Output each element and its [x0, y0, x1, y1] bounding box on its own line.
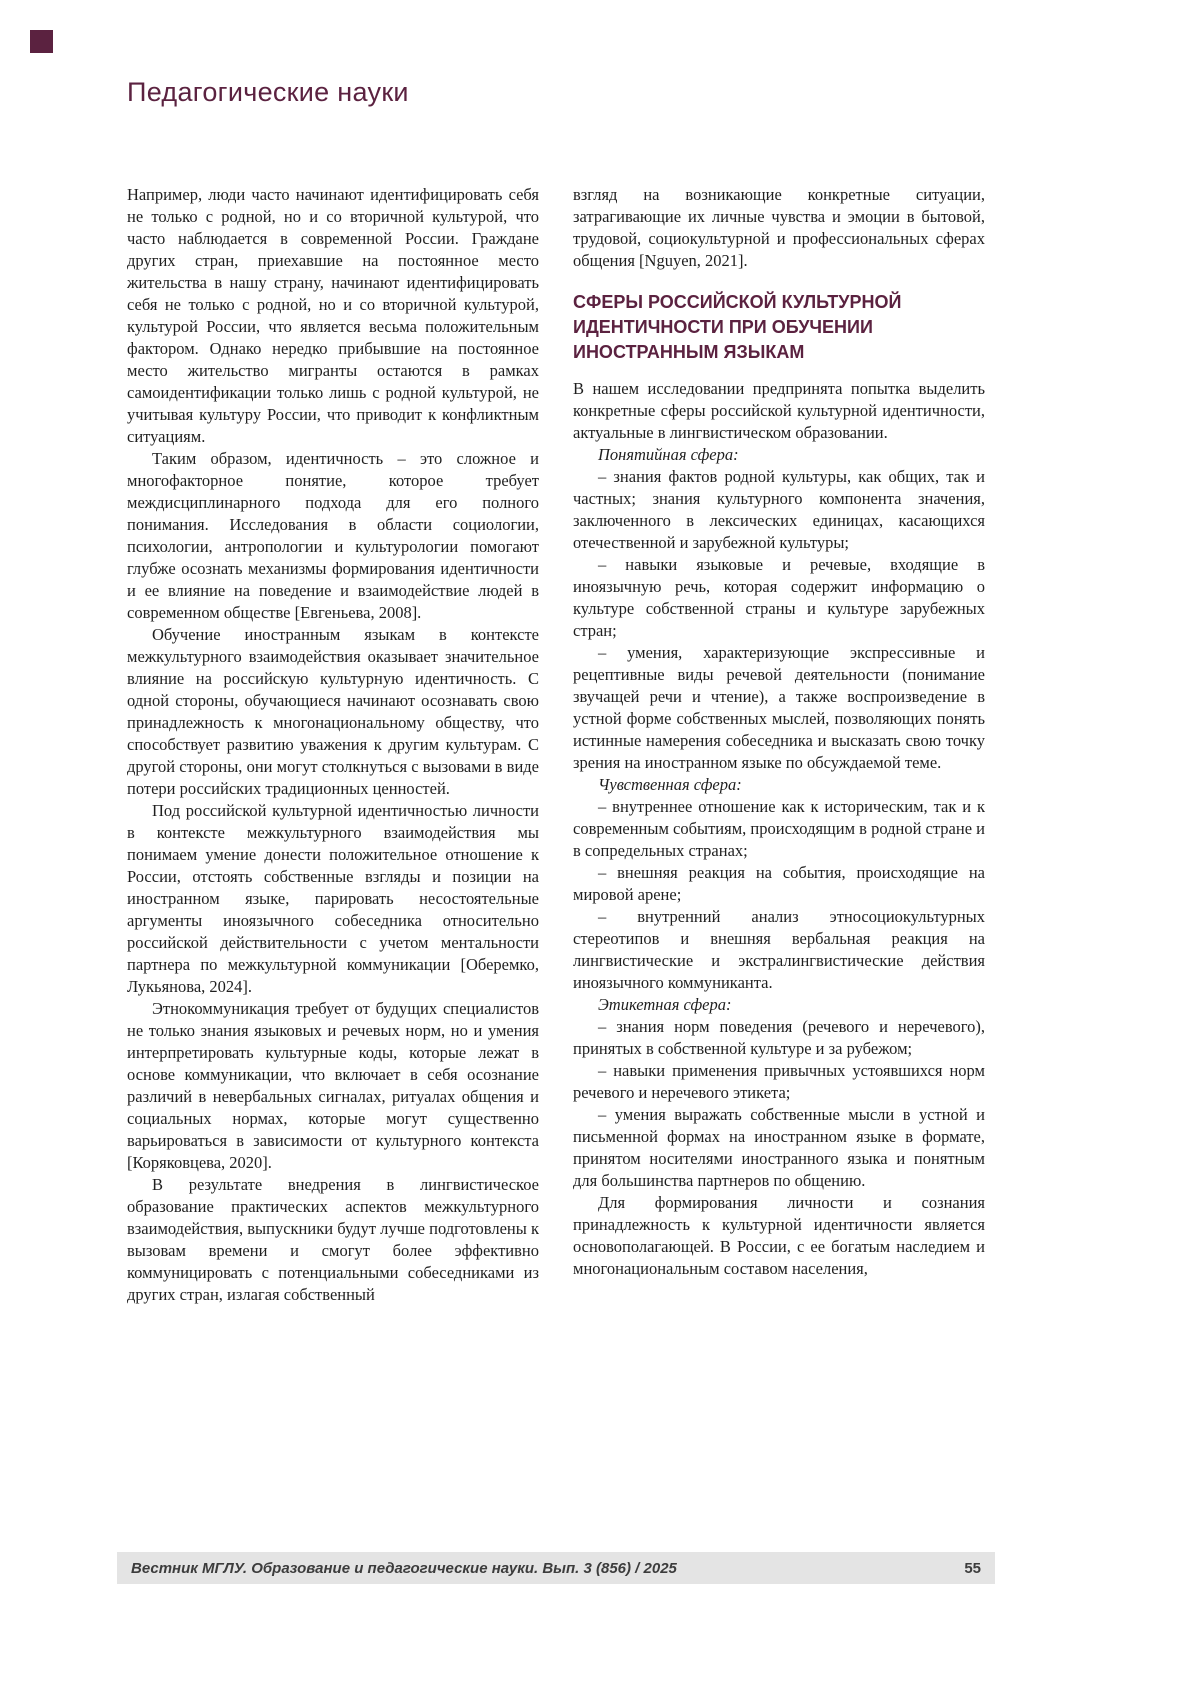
list-item: – умения выражать собственные мысли в устной и письменной формах на иностранном языке в формате, принятом носителями иностранного языка и понятным для большинства партнеров по общению. — [573, 1105, 985, 1191]
paragraph: В нашем исследовании предпринята попытка выделить конкретные сферы российской культурной идентичности, актуальные в лингвистическом образовании. — [573, 379, 985, 443]
paragraph: Под российской культурной идентичностью личности в контексте межкультурного взаимодействия мы понимаем умение донести положительное отношение к России, отстоять собственные взгляды и позиции на иностранном языке, парировать несостоятельные аргументы иноязычного собеседника относительно российской действительности с учетом ментальности партнера по межкультурной коммуникации [Оберемко, Лукьянова, 2024]. — [127, 801, 539, 996]
list-item: – внутреннее отношение как к историческим, так и к современным событиям, происходящим в родной стране и в сопредельных странах; — [573, 797, 985, 861]
paragraph: Таким образом, идентичность – это сложное и многофакторное понятие, которое требует междисциплинарного подхода для его полного понимания. Исследования в области социологии, психологии, антропологии и культурологии помогают глубже осознать механизмы формирования идентичности и ее влияние на поведение и взаимодействие людей в современном обществе [Евгеньева, 2008]. — [127, 449, 539, 622]
right-column — [573, 184, 985, 1306]
corner-marker — [30, 30, 53, 53]
continuation-paragraph: взгляд на возникающие конкретные ситуации, затрагивающие их личные чувства и эмоции в бытовой, трудовой, социокультурной и профессиональных сферах общения [Nguyen, 2021]. — [573, 185, 985, 270]
section-label: Педагогические науки — [127, 77, 409, 107]
article-body — [127, 184, 985, 1306]
footer — [117, 1552, 995, 1584]
paragraph: В результате внедрения в лингвистическое образование практических аспектов межкультурного взаимодействия, выпускники будут лучше подготовлены к вызовам времени и смогут более эффективно коммуницировать с потенциальными собеседниками из других стран, излагая собственный — [127, 1175, 539, 1304]
list-item: – навыки применения привычных устоявшихся норм речевого и неречевого этикета; — [573, 1061, 985, 1103]
list-item: – знания фактов родной культуры, как общих, так и частных; знания культурного компонента значения, заключенного в лексических единицах, касающихся отечественной и зарубежной культуры; — [573, 467, 985, 553]
list-item: – внутренний анализ этносоциокультурных стереотипов и внешняя вербальная реакция на лингвистические и экстралингвистические действия иноязычного коммуниканта. — [573, 907, 985, 993]
sphere-label: Понятийная сфера: — [598, 445, 739, 465]
list-item: – умения, характеризующие экспрессивные и рецептивные виды речевой деятельности (понимание звучащей речи и чтение), а также воспроизведение в устной форме собственных мыслей, позволяющих понять истинные намерения собеседника и высказать свою точку зрения на иностранном языке по обсуждаемой теме. — [573, 643, 985, 773]
paragraph: Обучение иностранным языкам в контексте межкультурного взаимодействия оказывает значительное влияние на российскую культурную идентичность. С одной стороны, обучающиеся начинают осознавать свою принадлежность к многонациональному обществу, что способствует развитию уважения к другим культурам. С другой стороны, они могут столкнуться с вызовами в виде потери российских традиционных ценностей. — [127, 625, 539, 798]
footer-journal-line: Вестник МГЛУ. Образование и педагогические науки. Вып. 3 (856) / 2025 — [131, 1559, 677, 1577]
list-item: – знания норм поведения (речевого и неречевого), принятых в собственной культуре и за рубежом; — [573, 1017, 985, 1059]
list-item: – навыки языковые и речевые, входящие в иноязычную речь, которая содержит информацию о культуре собственной страны и культуре зарубежных стран; — [573, 555, 985, 641]
footer-page-number: 55 — [964, 1559, 981, 1577]
list-item: – внешняя реакция на события, происходящие на мировой арене; — [573, 863, 985, 905]
sphere-label: Этикетная сфера: — [598, 995, 732, 1015]
paragraph: Например, люди часто начинают идентифицировать себя не только с родной, но и со вторичной культурой, что часто наблюдается в современной России. Граждане других стран, приехавшие на постоянное место жительства в нашу страну, начинают идентифицировать себя не только с родной, но и со вторичной культурой, культурой России, что является весьма положительным фактором. Однако нередко прибывшие на постоянное место жительство мигранты остаются в рамках самоидентификации только лишь с родной культурой, не учитывая культуру России, что приводит к конфликтным ситуациям. — [127, 185, 539, 446]
section-heading: СФЕРЫ РОССИЙСКОЙ КУЛЬТУРНОЙ ИДЕНТИЧНОСТИ ПРИ ОБУЧЕНИИ ИНОСТРАННЫМ ЯЗЫКАМ — [573, 292, 902, 362]
closing-paragraph: Для формирования личности и сознания принадлежность к культурной идентичности является основополагающей. В России, с ее богатым наследием и многонациональным составом населения, — [573, 1193, 985, 1279]
paragraph: Этнокоммуникация требует от будущих специалистов не только знания языковых и речевых норм, но и умения интерпретировать культурные коды, которые лежат в основе коммуникации, что включает в себя осознание различий в невербальных сигналах, ритуалах общения и социальных нормах, которые могут существенно варьироваться в зависимости от культурного контекста [Коряковцева, 2020]. — [127, 999, 539, 1172]
sphere-label: Чувственная сфера: — [598, 775, 742, 795]
left-column — [127, 184, 539, 1306]
